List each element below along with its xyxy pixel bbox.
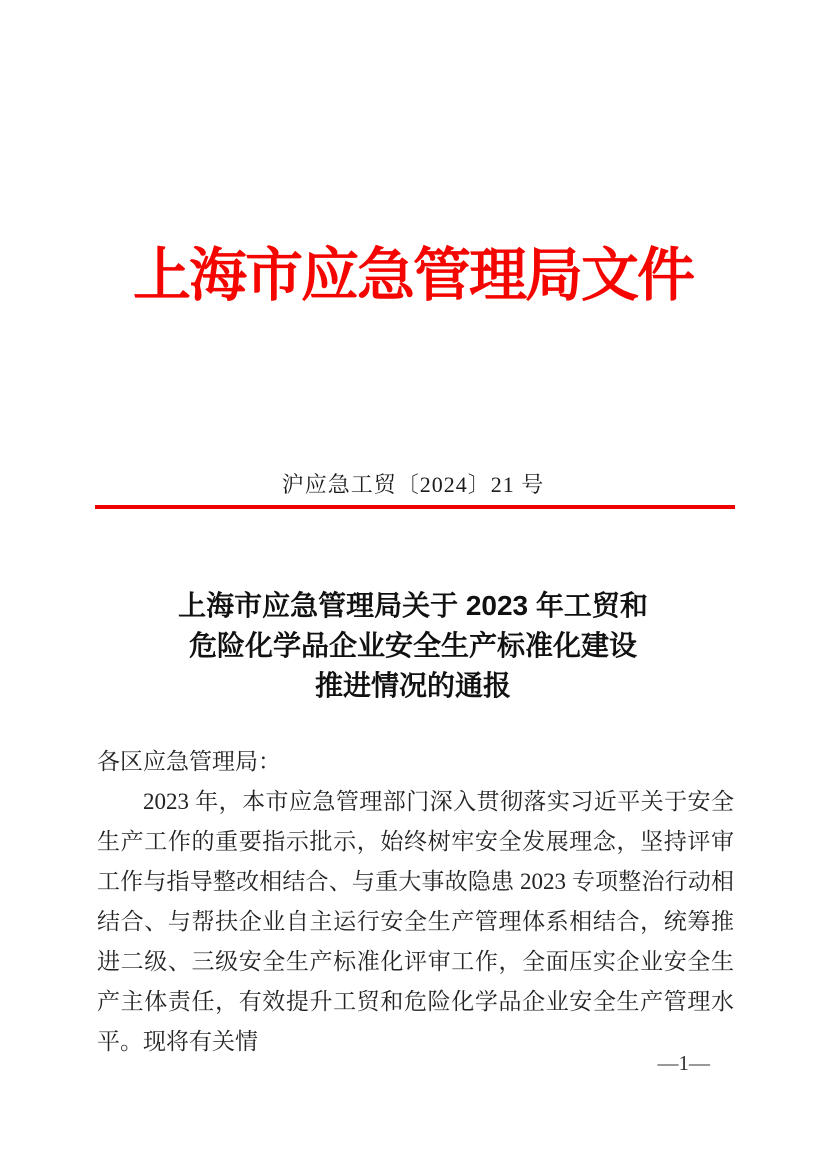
document-title-line-1: 上海市应急管理局关于 2023 年工贸和 <box>178 590 648 621</box>
red-separator-line <box>95 505 735 509</box>
agency-banner-title: 上海市应急管理局文件 <box>132 243 693 308</box>
salutation: 各区应急管理局： <box>97 749 281 774</box>
body-paragraph: 2023 年，本市应急管理部门深入贯彻落实习近平关于安全生产工作的重要指示批示，始终树牢安全发展理念，坚持评审工作与指导整改相结合、与重大事故隐患 2023 专项整治行动相结合、与帮扶企业自主运行安全生产管理体系相结合，统筹推进二级、三级安全生产标准化评审工作，全面压实企业安全生产主体责任，有效提升工贸和危险化学品企业安全生产管理水平。现将有关情 <box>97 789 734 1054</box>
document-title <box>0 586 826 706</box>
page-number: —1— <box>657 1051 710 1075</box>
document-number: 沪应急工贸〔2024〕21 号 <box>281 472 545 497</box>
document-title-line-3: 推进情况的通报 <box>314 670 511 701</box>
document-title-line-2: 危险化学品企业安全生产标准化建设 <box>188 630 637 661</box>
document-body <box>97 742 734 1062</box>
